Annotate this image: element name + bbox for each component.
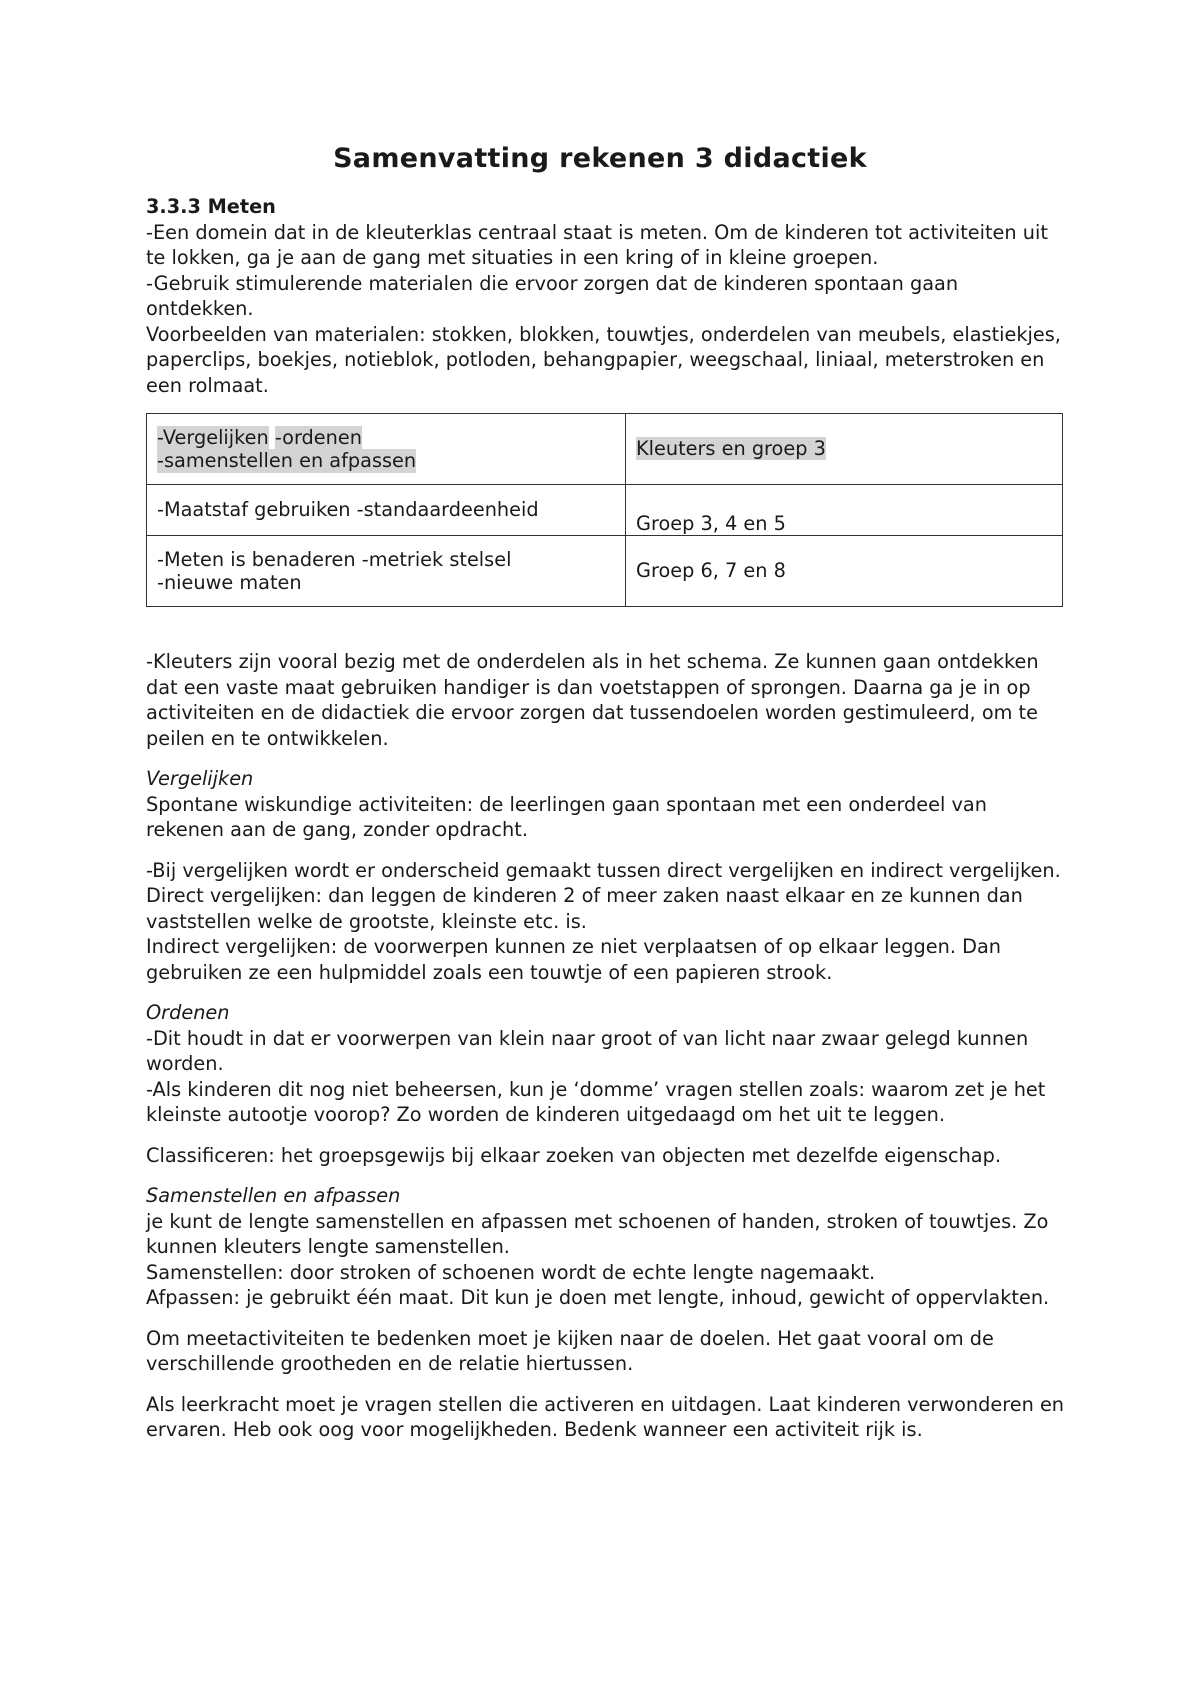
subheading-vergelijken: Vergelijken xyxy=(146,767,254,790)
section-heading: 3.3.3 Meten xyxy=(146,195,276,218)
subheading-samenstellen: Samenstellen en afpassen xyxy=(146,1184,401,1207)
ordenen-paragraph-2: -Als kinderen dit nog niet beheersen, kun je ‘domme’ vragen stellen zoals: waarom zet je het kleinste autootje voorop? Zo worden de kinderen uitgedaagd om het uit te leggen. xyxy=(146,1077,1046,1126)
table-group-label: Kleuters en groep 3 xyxy=(636,437,826,461)
after-table-paragraph: -Kleuters zijn vooral bezig met de onderdelen als in het schema. Ze kunnen gaan ontdekken dat een vaste maat gebruiken handiger is dan voetstappen of sprongen. Daarna ga je in op activiteiten en de didactiek die ervoor zorgen dat tussendoelen worden gestimuleerd, om te peilen en te ontwikkelen. xyxy=(146,650,1039,750)
intro-paragraph-2: -Gebruik stimulerende materialen die ervoor zorgen dat de kinderen spontaan gaan ontdekken. xyxy=(146,271,959,320)
document-body xyxy=(146,194,1070,1443)
table-cell-groups xyxy=(626,536,1063,607)
table-row xyxy=(147,485,1063,536)
subheading-ordenen: Ordenen xyxy=(146,1001,230,1024)
table-cell-topics xyxy=(147,485,626,536)
schedule-table xyxy=(146,413,1063,607)
table-item: -samenstellen en afpassen xyxy=(157,449,417,472)
table-cell-topics xyxy=(147,536,626,607)
closing-paragraph-2: Als leerkracht moet je vragen stellen die activeren en uitdagen. Laat kinderen verwonderen en ervaren. Heb ook oog voor mogelijkheden. Bedenk wanneer een activiteit rijk is. xyxy=(146,1392,1065,1441)
vergelijken-paragraph-1: Spontane wiskundige activiteiten: de leerlingen gaan spontaan met een onderdeel van rekenen aan de gang, zonder opdracht. xyxy=(146,792,987,841)
table-cell-groups xyxy=(626,414,1063,485)
table-row xyxy=(147,414,1063,485)
intro-paragraph-3: Voorbeelden van materialen: stokken, blokken, touwtjes, onderdelen van meubels, elastiekjes, paperclips, boekjes, notieblok, potloden, behangpapier, weegschaal, liniaal, meterstroken en een rolmaat. xyxy=(146,322,1061,397)
table-item: -standaardeenheid xyxy=(356,498,539,522)
table-cell-topics xyxy=(147,414,626,485)
table-item: -Meten is benaderen xyxy=(157,547,356,571)
table-cell-groups xyxy=(626,485,1063,536)
table-item: -metriek stelsel xyxy=(361,547,512,571)
vergelijken-paragraph-2: -Bij vergelijken wordt er onderscheid gemaakt tussen direct vergelijken en indirect vergelijken. xyxy=(146,858,1061,882)
table-item: -Vergelijken xyxy=(157,425,269,449)
vergelijken-paragraph-3: Direct vergelijken: dan leggen de kinderen 2 of meer zaken naast elkaar en ze kunnen dan vaststellen welke de grootste, kleinste etc. is. xyxy=(146,884,1023,933)
table-group-label: Groep 6, 7 en 8 xyxy=(636,559,786,583)
table-item: -Maatstaf gebruiken xyxy=(157,498,351,522)
table-item: -nieuwe maten xyxy=(157,571,302,594)
table-item: -ordenen xyxy=(274,425,362,449)
table-row xyxy=(147,536,1063,607)
samenstellen-paragraph-1: je kunt de lengte samenstellen en afpassen met schoenen of handen, stroken of touwtjes. Zo kunnen kleuters lengte samenstellen. xyxy=(146,1209,1049,1258)
vergelijken-paragraph-4: Indirect vergelijken: de voorwerpen kunnen ze niet verplaatsen of op elkaar leggen. Dan gebruiken ze een hulpmiddel zoals een touwtje of een papieren strook. xyxy=(146,935,1002,984)
intro-paragraph-1: -Een domein dat in de kleuterklas centraal staat is meten. Om de kinderen tot activiteiten uit te lokken, ga je aan de gang met situaties in een kring of in kleine groepen. xyxy=(146,220,1048,269)
page-title: Samenvatting rekenen 3 didactiek xyxy=(333,143,867,174)
closing-paragraph-1: Om meetactiviteiten te bedenken moet je kijken naar de doelen. Het gaat vooral om de verschillende grootheden en de relatie hiertussen. xyxy=(146,1326,994,1375)
ordenen-paragraph-3: Classificeren: het groepsgewijs bij elkaar zoeken van objecten met dezelfde eigenschap. xyxy=(146,1143,1001,1167)
table-group-label: Groep 3, 4 en 5 xyxy=(636,511,786,535)
ordenen-paragraph-1: -Dit houdt in dat er voorwerpen van klein naar groot of van licht naar zwaar gelegd kunnen worden. xyxy=(146,1026,1029,1075)
samenstellen-paragraph-3: Afpassen: je gebruikt één maat. Dit kun je doen met lengte, inhoud, gewicht of oppervlakten. xyxy=(146,1286,1050,1309)
samenstellen-paragraph-2: Samenstellen: door stroken of schoenen wordt de echte lengte nagemaakt. xyxy=(146,1260,876,1284)
